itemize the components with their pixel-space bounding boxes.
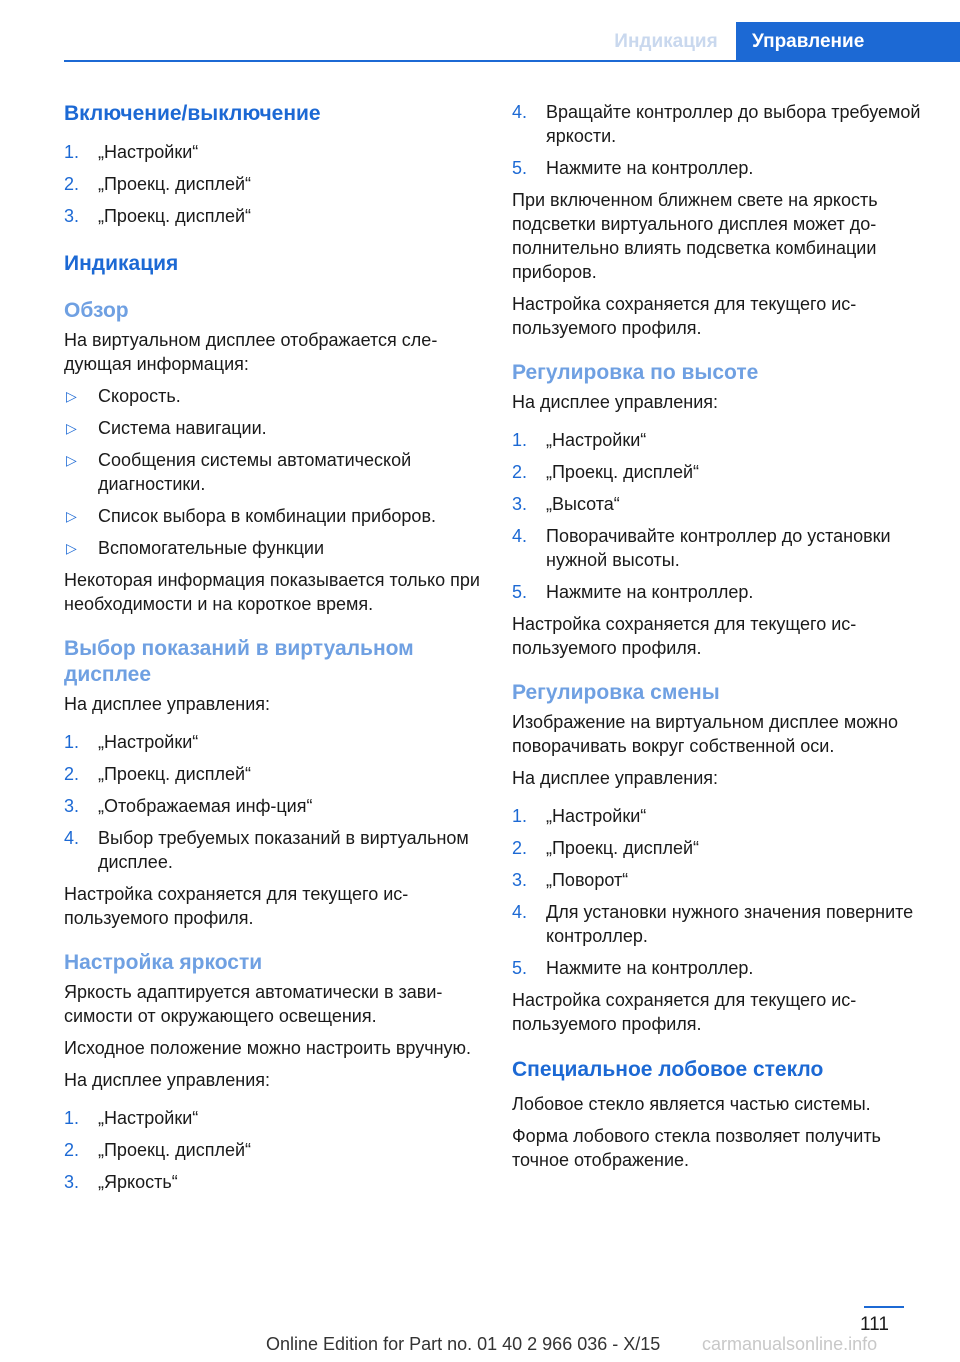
windshield-p2: Форма лобового стекла позволяет получить точное отображение. [512, 1126, 881, 1170]
triangle-bullet-icon: ▷ [66, 540, 77, 556]
brightness-p2: Исходное положение можно настроить вручную. [64, 1038, 472, 1058]
triangle-bullet-icon: ▷ [66, 388, 77, 404]
overview-intro: На виртуальном дисплее отображается следующая информация: [64, 330, 438, 374]
overview-note: Некоторая информация показывается только при необходимости и на короткое время. [64, 570, 480, 614]
list-item: 3. „Проекц. дисплей“ [64, 206, 252, 226]
list-item: 3. „Поворот“ [512, 870, 629, 890]
list-item: 3. „Высота“ [512, 494, 620, 514]
list-item: 2. „Проекц. дисплей“ [512, 838, 700, 858]
list-item: 2. „Проекц. дисплей“ [64, 1140, 252, 1160]
list-item: ▷ Скорость. [66, 386, 181, 406]
brightness-note: Настройка сохраняется для текущего используемого профиля. [512, 294, 857, 338]
onoff-heading: Включение/выключение [64, 102, 321, 125]
list-item: 5. Нажмите на контроллер. [512, 158, 754, 178]
list-item: 1. „Настройки“ [64, 142, 199, 162]
rotation-note: Настройка сохраняется для текущего используемого профиля. [512, 990, 857, 1034]
footer-rule [864, 1306, 904, 1308]
list-item: 4. Поворачивайте контроллер до установки нужной высоты. [512, 526, 891, 570]
list-item: 1. „Настройки“ [64, 1108, 199, 1128]
page-number: 111 [860, 1314, 889, 1335]
list-item: 1. „Настройки“ [512, 806, 647, 826]
header-rule [64, 60, 960, 62]
select-heading: Выбор показаний в виртуальном дисплее [64, 637, 414, 686]
list-item: 1. „Настройки“ [512, 430, 647, 450]
list-item: ▷ Система навигации. [66, 418, 267, 438]
list-item: 1. „Настройки“ [64, 732, 199, 752]
list-item: 2. „Проекц. дисплей“ [512, 462, 700, 482]
list-item: 4. Выбор требуемых показаний в виртуальном дисплее. [64, 828, 469, 872]
list-item: 3. „Отображаемая инф-ция“ [64, 796, 313, 816]
left-column [64, 100, 484, 1202]
list-item: ▷ Список выбора в комбинации приборов. [66, 506, 437, 526]
brightness-p1: Яркость адаптируется автоматически в зависимости от окружающего освещения. [64, 982, 443, 1026]
triangle-bullet-icon: ▷ [66, 508, 77, 524]
list-item: 5. Нажмите на контроллер. [512, 582, 754, 602]
list-item: 5. Нажмите на контроллер. [512, 958, 754, 978]
header-tab-indication: Индикация [614, 31, 718, 52]
watermark: carmanualsonline.info [702, 1334, 878, 1354]
edition-footer: Online Edition for Part no. 01 40 2 966 036 - X/15 [266, 1334, 661, 1354]
brightness-heading: Настройка яркости [64, 951, 263, 974]
list-item: ▷ Сообщения системы автоматической диагностики. [66, 450, 412, 494]
triangle-bullet-icon: ▷ [66, 420, 77, 436]
list-item: 4. Для установки нужного значения поверните контроллер. [512, 902, 914, 946]
overview-heading: Обзор [64, 299, 129, 322]
height-note: Настройка сохраняется для текущего используемого профиля. [512, 614, 857, 658]
list-item: ▷ Вспомогательные функции [66, 538, 325, 558]
windshield-p1: Лобовое стекло является частью системы. [512, 1094, 871, 1114]
right-column [512, 100, 932, 1180]
list-item: 3. „Яркость“ [64, 1172, 178, 1192]
height-heading: Регулировка по высоте [512, 361, 759, 384]
brightness-intro: На дисплее управления: [64, 1070, 271, 1090]
select-intro: На дисплее управления: [64, 694, 271, 714]
rotation-intro: На дисплее управления: [512, 768, 719, 788]
triangle-bullet-icon: ▷ [66, 452, 77, 468]
header-tab-operation: Управление [736, 22, 960, 62]
list-item: 2. „Проекц. дисплей“ [64, 764, 252, 784]
select-note: Настройка сохраняется для текущего используемого профиля. [64, 884, 409, 928]
list-item: 4. Вращайте контроллер до выбора требуемой яркости. [512, 102, 921, 146]
windshield-heading: Специальное лобовое стекло [512, 1058, 824, 1081]
brightness-p3: При включенном ближнем свете на яркость подсветки виртуального дисплея может дополнительно влиять подсветка комбинации приборов. [512, 190, 878, 282]
rotation-p1: Изображение на виртуальном дисплее можно поворачивать вокруг собственной оси. [512, 712, 899, 756]
list-item: 2. „Проекц. дисплей“ [64, 174, 252, 194]
height-intro: На дисплее управления: [512, 392, 719, 412]
rotation-heading: Регулировка смены [512, 681, 720, 704]
section-heading: Индикация [64, 252, 179, 275]
